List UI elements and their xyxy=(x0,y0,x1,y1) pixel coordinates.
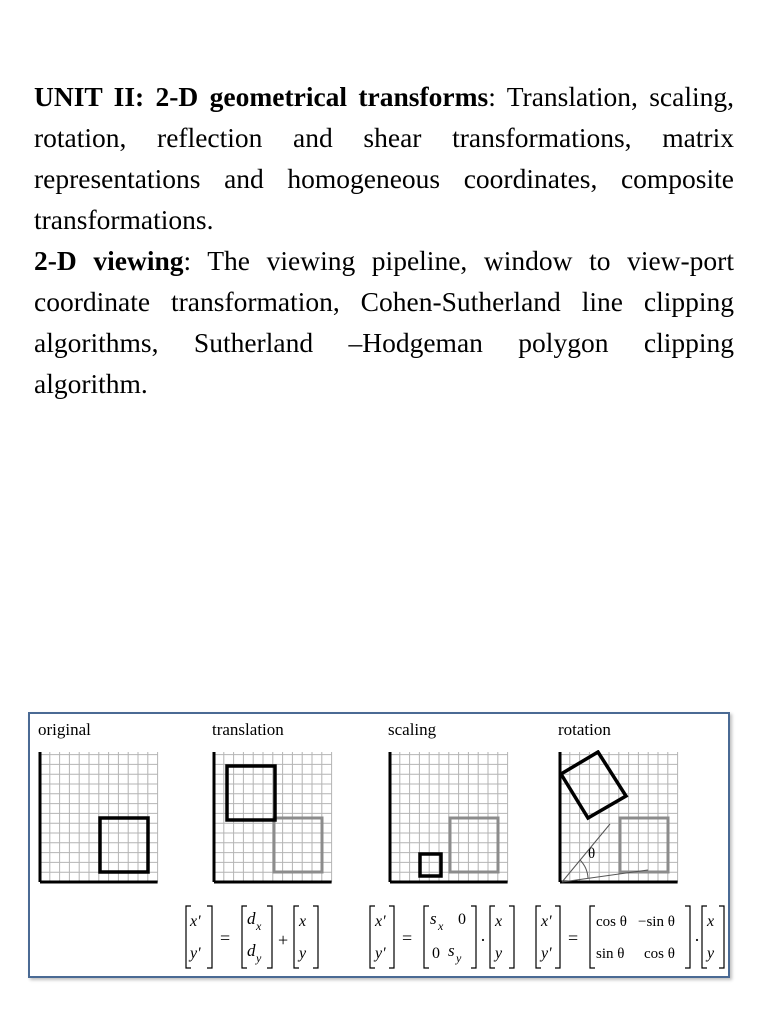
grid-rotation xyxy=(558,750,682,886)
rhs-y: y xyxy=(495,945,503,962)
cos-top: cos θ xyxy=(596,914,627,930)
scaled-square xyxy=(420,854,441,876)
rhs-x: x xyxy=(495,913,503,930)
translation-formula xyxy=(180,902,330,974)
unit-paragraph xyxy=(34,76,734,240)
label-rotation: rotation xyxy=(558,720,611,739)
right-bracket xyxy=(471,906,476,968)
grid-original xyxy=(38,750,162,886)
zero-top: 0 xyxy=(458,911,466,928)
right-bracket xyxy=(313,906,318,968)
scaling-formula xyxy=(366,902,516,974)
left-bracket xyxy=(590,906,595,968)
right-bracket xyxy=(555,906,560,968)
viewing-heading: 2-D viewing xyxy=(34,245,184,276)
right-bracket xyxy=(685,906,690,968)
dot-sign: · xyxy=(480,930,486,950)
equals-sign: = xyxy=(402,928,413,948)
label-original: original xyxy=(38,720,91,739)
equals-sign: = xyxy=(220,928,231,948)
transforms-figure xyxy=(28,712,730,978)
original-square xyxy=(100,818,148,872)
neg-sin: −sin θ xyxy=(638,914,675,930)
grid-scaling xyxy=(388,750,512,886)
left-bracket xyxy=(424,906,429,968)
viewing-topics: : The viewing pipeline, window to view-port coordinate transformation, Cohen-Sutherland line clipping algorithms, Sutherland –Hodgeman polygon clipping algorithm. xyxy=(34,245,734,399)
viewing-paragraph xyxy=(34,240,734,404)
label-translation: translation xyxy=(212,720,284,739)
theta-symbol: θ xyxy=(588,846,596,862)
right-bracket xyxy=(267,906,272,968)
rhs-x: x xyxy=(299,913,307,930)
sx-sub: x xyxy=(438,919,444,933)
lhs-x: x' xyxy=(190,913,201,930)
grid-translation xyxy=(212,750,336,886)
sx-s: s xyxy=(430,909,437,928)
zero-bottom: 0 xyxy=(432,945,440,962)
syllabus-text xyxy=(34,76,734,404)
lhs-x: x' xyxy=(541,913,552,930)
lhs-y: y' xyxy=(541,945,552,962)
rhs-y: y xyxy=(707,945,715,962)
dot-sign: · xyxy=(694,930,700,950)
ghost-square xyxy=(620,818,668,872)
rotated-square xyxy=(561,752,626,818)
sy-sub: y xyxy=(456,951,462,965)
ghost-square xyxy=(450,818,498,872)
dx-sub: x xyxy=(256,919,262,933)
ghost-square xyxy=(274,818,322,872)
cos-bottom: cos θ xyxy=(644,946,675,962)
rhs-x: x xyxy=(707,913,715,930)
dx-d: d xyxy=(247,909,256,928)
rotation-formula xyxy=(532,902,728,974)
right-bracket xyxy=(207,906,212,968)
unit-heading: UNIT II: 2-D geometrical transforms xyxy=(34,81,489,112)
right-bracket xyxy=(389,906,394,968)
right-bracket xyxy=(719,906,724,968)
equals-sign: = xyxy=(568,928,579,948)
dy-sub: y xyxy=(256,951,262,965)
label-scaling: scaling xyxy=(388,720,437,739)
sin-bottom: sin θ xyxy=(596,946,625,962)
plus-sign: + xyxy=(278,930,289,950)
right-bracket xyxy=(509,906,514,968)
lhs-y: y' xyxy=(190,945,201,962)
rhs-y: y xyxy=(299,945,307,962)
unit-topics: : Translation, scaling, rotation, reflection and shear transformations, matrix representations and homogeneous coordinates, composite transformations. xyxy=(34,81,734,235)
sy-s: s xyxy=(448,941,455,960)
lhs-x: x' xyxy=(375,913,386,930)
lhs-y: y' xyxy=(375,945,386,962)
dy-d: d xyxy=(247,941,256,960)
